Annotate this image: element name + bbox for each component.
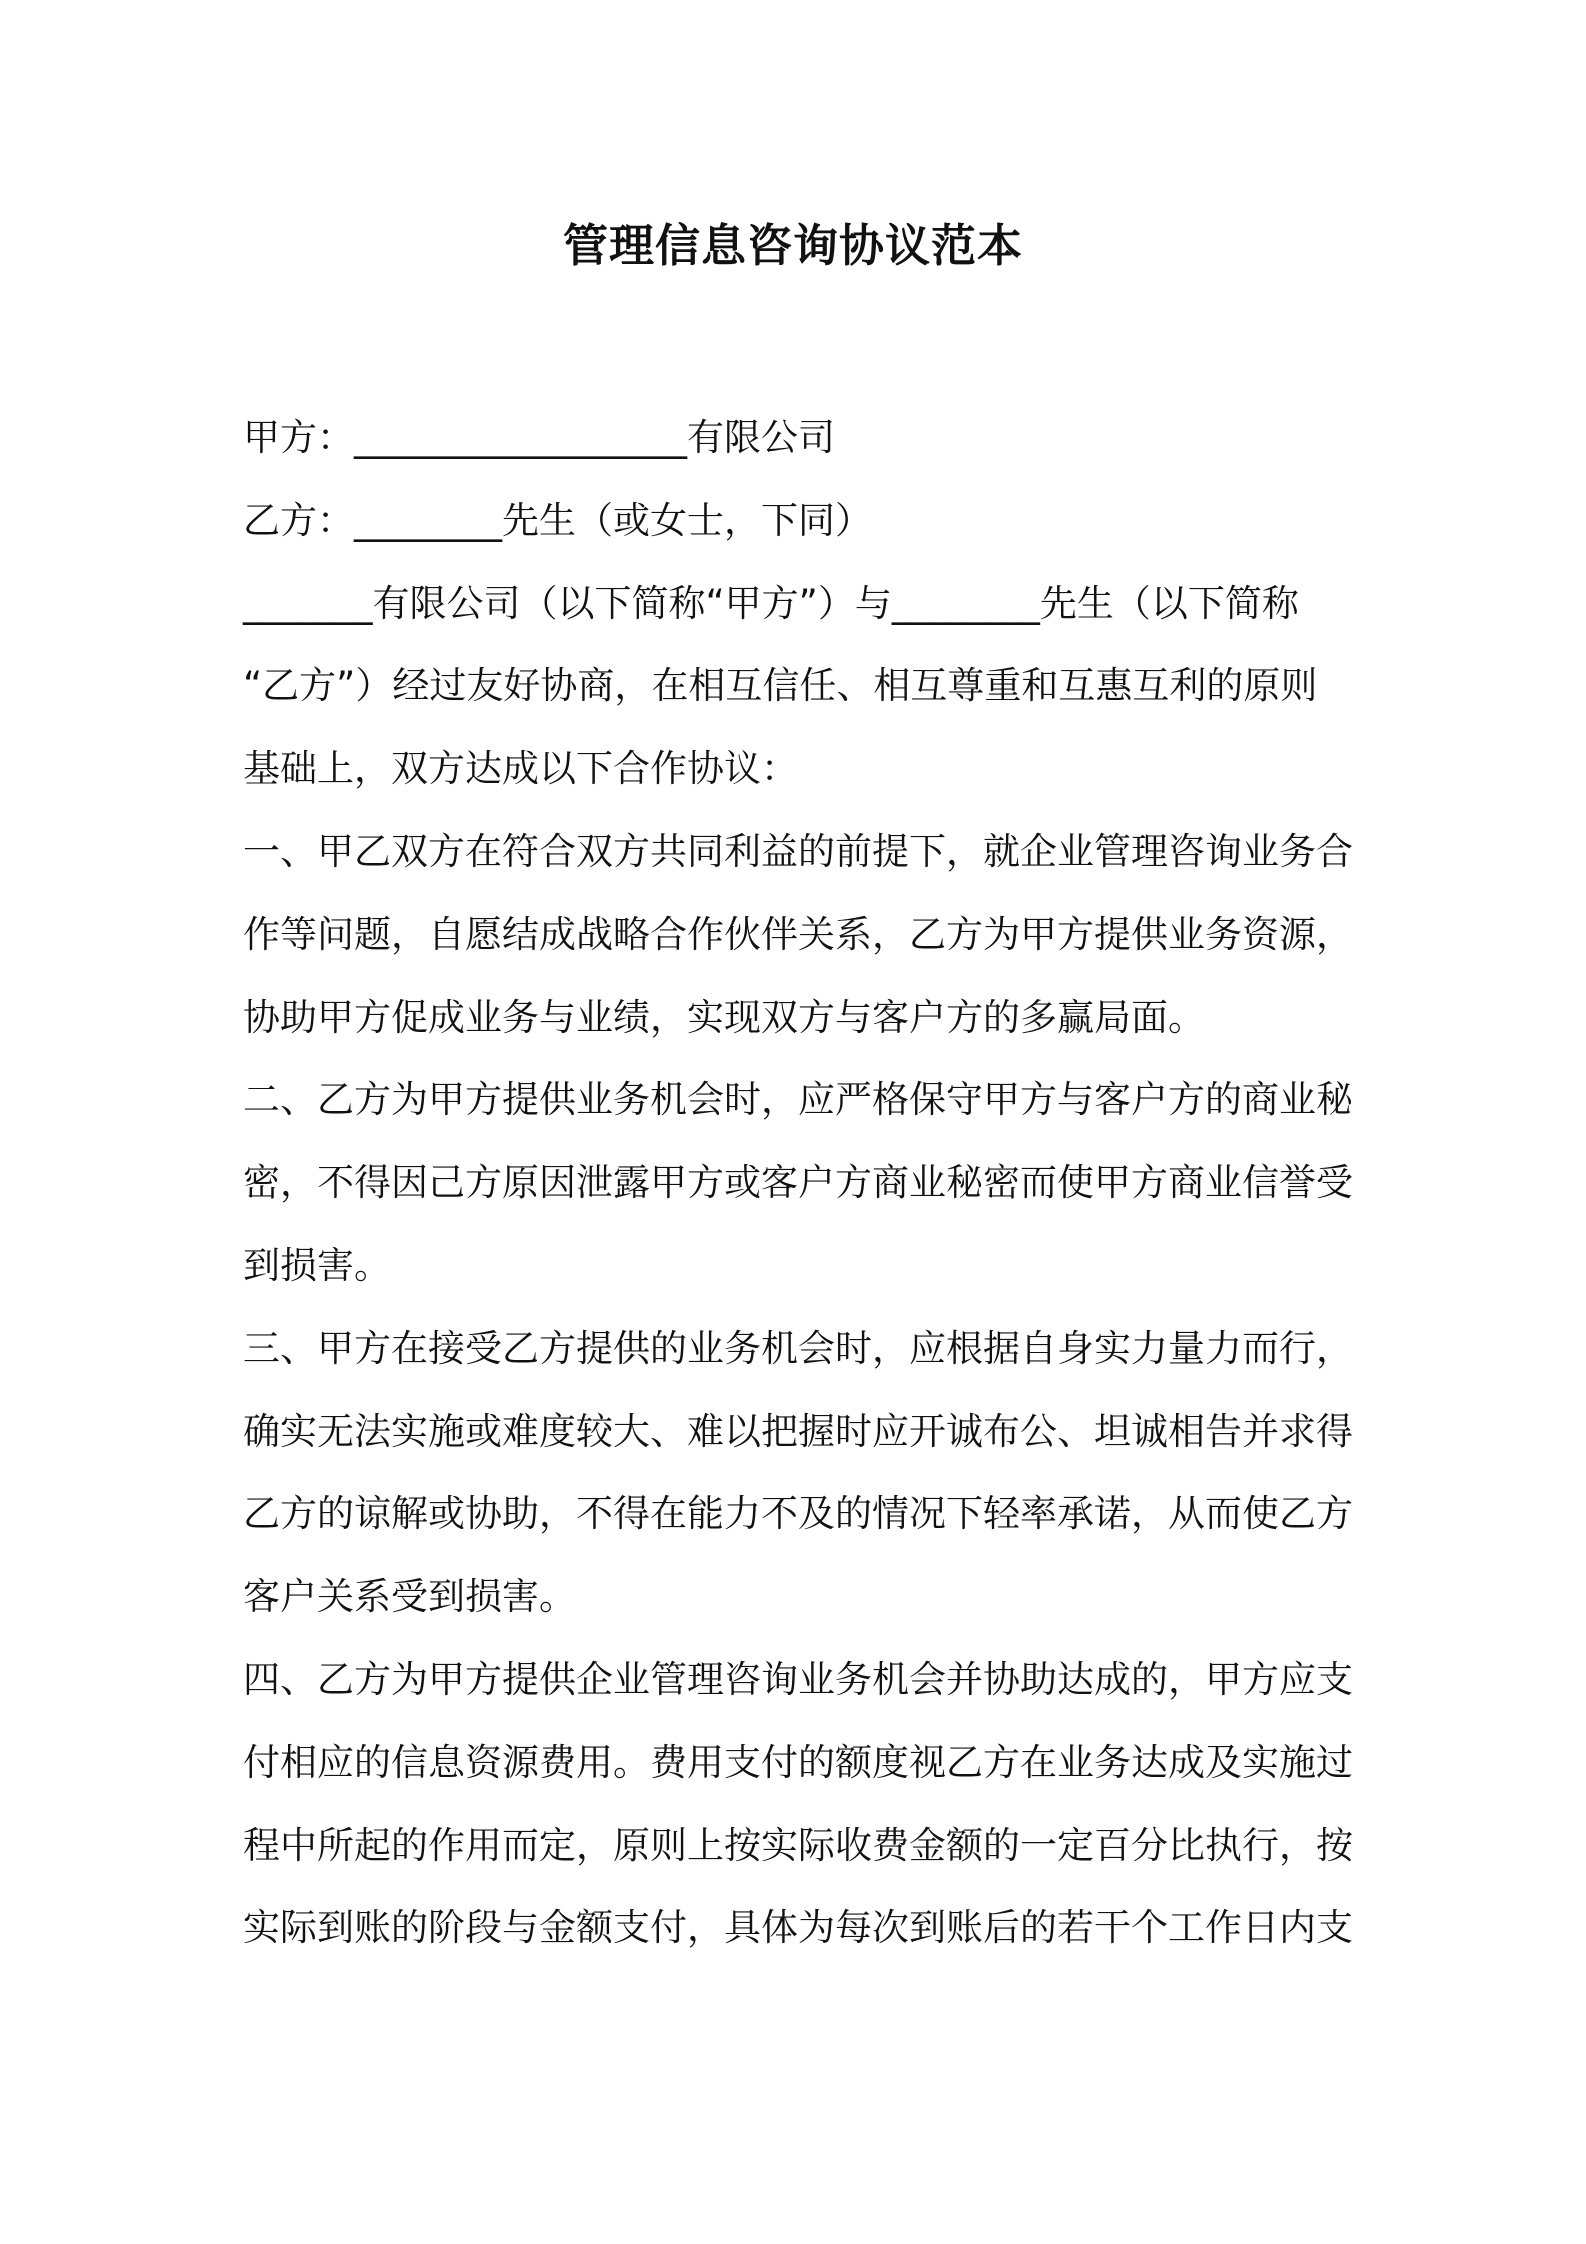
clause-4-line: 付相应的信息资源费用。费用支付的额度视乙方在业务达成及实施过: [243, 1741, 1353, 1784]
clause-2-line: 到损害。: [243, 1244, 391, 1287]
clause-2-line: 二、乙方为甲方提供业务机会时，应严格保守甲方与客户方的商业秘: [243, 1078, 1353, 1121]
preamble-line: _______有限公司（以下简称“甲方”）与________先生（以下简称: [243, 582, 1299, 625]
preamble-line: 基础上，双方达成以下合作协议：: [243, 747, 798, 790]
clause-4-line: 四、乙方为甲方提供企业管理咨询业务机会并协助达成的，甲方应支: [243, 1658, 1353, 1701]
party-b-line: 乙方：________先生（或女士，下同）: [243, 499, 872, 542]
clause-3-line: 乙方的谅解或协助，不得在能力不及的情况下轻率承诺，从而使乙方: [243, 1492, 1353, 1535]
clause-3-line: 确实无法实施或难度较大、难以把握时应开诚布公、坦诚相告并求得: [243, 1410, 1353, 1453]
clause-3-line: 三、甲方在接受乙方提供的业务机会时，应根据自身实力量力而行，: [243, 1327, 1353, 1370]
clause-1-line: 协助甲方促成业务与业绩，实现双方与客户方的多赢局面。: [243, 996, 1205, 1039]
clause-2-line: 密，不得因己方原因泄露甲方或客户方商业秘密而使甲方商业信誉受: [243, 1161, 1353, 1204]
clause-1-line: 作等问题，自愿结成战略合作伙伴关系，乙方为甲方提供业务资源，: [243, 913, 1353, 956]
clause-4-line: 实际到账的阶段与金额支付，具体为每次到账后的若干个工作日内支: [243, 1906, 1353, 1949]
clause-4-line: 程中所起的作用而定，原则上按实际收费金额的一定百分比执行，按: [243, 1824, 1353, 1867]
clause-1-line: 一、甲乙双方在符合双方共同利益的前提下，就企业管理咨询业务合: [243, 830, 1353, 873]
document-title: 管理信息咨询协议范本: [562, 219, 1023, 272]
party-a-line: 甲方：__________________有限公司: [243, 416, 835, 459]
clause-3-line: 客户关系受到损害。: [243, 1575, 576, 1618]
preamble-line: “乙方”）经过友好协商，在相互信任、相互尊重和互惠互利的原则: [243, 664, 1318, 707]
